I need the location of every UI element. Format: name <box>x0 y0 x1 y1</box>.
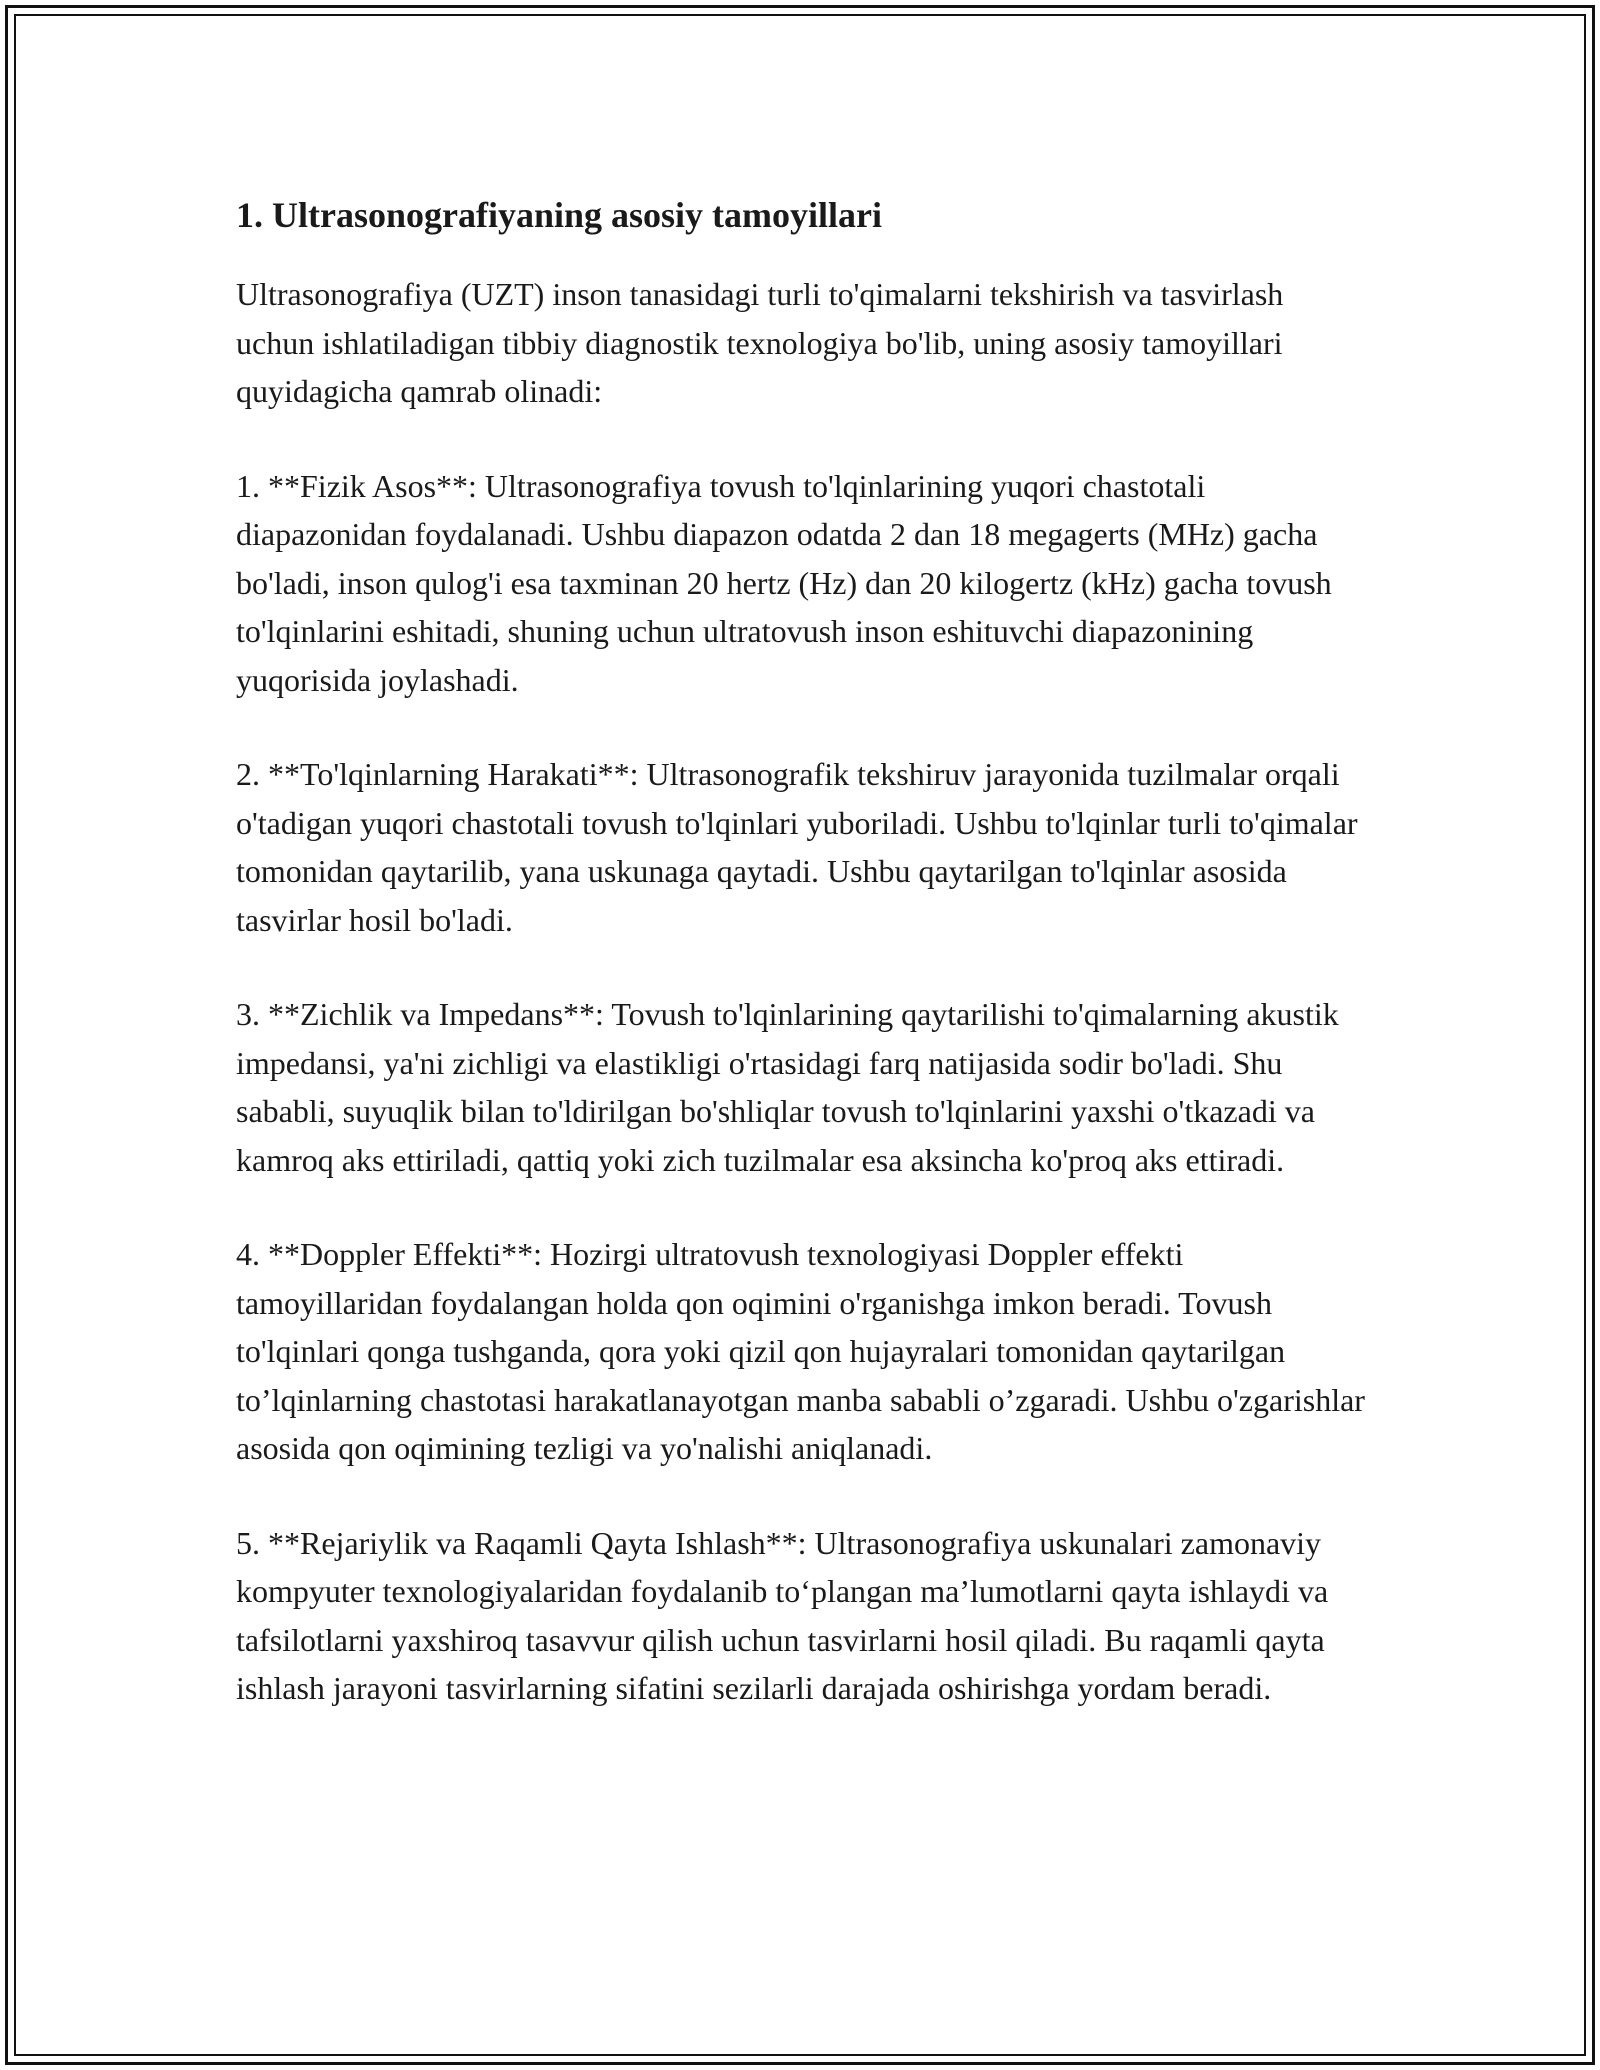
section-heading: 1. Ultrasonografiyaning asosiy tamoyillari <box>236 195 882 235</box>
intro-paragraph: Ultrasonografiya (UZT) inson tanasidagi turli to'qimalarni tekshirish va tasvirlash uchun ishlatiladigan tibbiy diagnostik texnologiya bo'lib, uning asosiy tamoyillari quyidagicha qamrab olinadi: <box>236 276 1284 409</box>
paragraph-zichlik-impedans: 3. **Zichlik va Impedans**: Tovush to'lqinlarining qaytarilishi to'qimalarning akustik impedansi, ya'ni zichligi va elastikligi o'rtasidagi farq natijasida sodir bo'ladi. Shu sababli, suyuqlik bilan to'ldirilgan bo'shliqlar tovush to'lqinlarini yaxshi o'tkazadi va kamroq aks ettiriladi, qattiq yoki zich tuzilmalar esa aksincha ko'proq aks ettiradi. <box>236 996 1339 1178</box>
paragraph-tolqinlar-harakati: 2. **To'lqinlarning Harakati**: Ultrasonografik tekshiruv jarayonida tuzilmalar orqali o'tadigan yuqori chastotali tovush to'lqinlari yuboriladi. Ushbu to'lqinlar turli to'qimalar tomonidan qaytarilib, yana uskunaga qaytadi. Ushbu qaytarilgan to'lqinlar asosida tasvirlar hosil bo'ladi. <box>236 756 1358 938</box>
paragraph-fizik-asos: 1. **Fizik Asos**: Ultrasonografiya tovush to'lqinlarining yuqori chastotali diapazonidan foydalanadi. Ushbu diapazon odatda 2 dan 18 megagerts (MHz) gacha bo'ladi, inson qulog'i esa taxminan 20 hertz (Hz) dan 20 kilogertz (kHz) gacha tovush to'lqinlarini eshitadi, shuning uchun ultratovush inson eshituvchi diapazonining yuqorisida joylashadi. <box>236 467 1332 698</box>
paragraph-doppler-effekti: 4. **Doppler Effekti**: Hozirgi ultratovush texnologiyasi Doppler effekti tamoyillaridan foydalangan holda qon oqimini o'rganishga imkon beradi. Tovush to'lqinlari qonga tushganda, qora yoki qizil qon hujayralari tomonidan qaytarilgan to’lqinlarning chastotasi harakatlanayotgan manba sababli o’zgaradi. Ushbu o'zgarishlar asosida qon oqimining tezligi va yo'nalishi aniqlanadi. <box>236 1236 1365 1466</box>
document-body <box>236 188 1366 1759</box>
paragraph-raqamli-qayta-ishlash: 5. **Rejariylik va Raqamli Qayta Ishlash**: Ultrasonografiya uskunalari zamonaviy kompyuter texnologiyalaridan foydalanib to‘plangan ma’lumotlarni qayta ishlaydi va tafsilotlarni yaxshiroq tasavvur qilish uchun tasvirlarni hosil qiladi. Bu raqamli qayta ishlash jarayoni tasvirlarning sifatini sezilarli darajada oshirishga yordam beradi. <box>236 1524 1329 1706</box>
